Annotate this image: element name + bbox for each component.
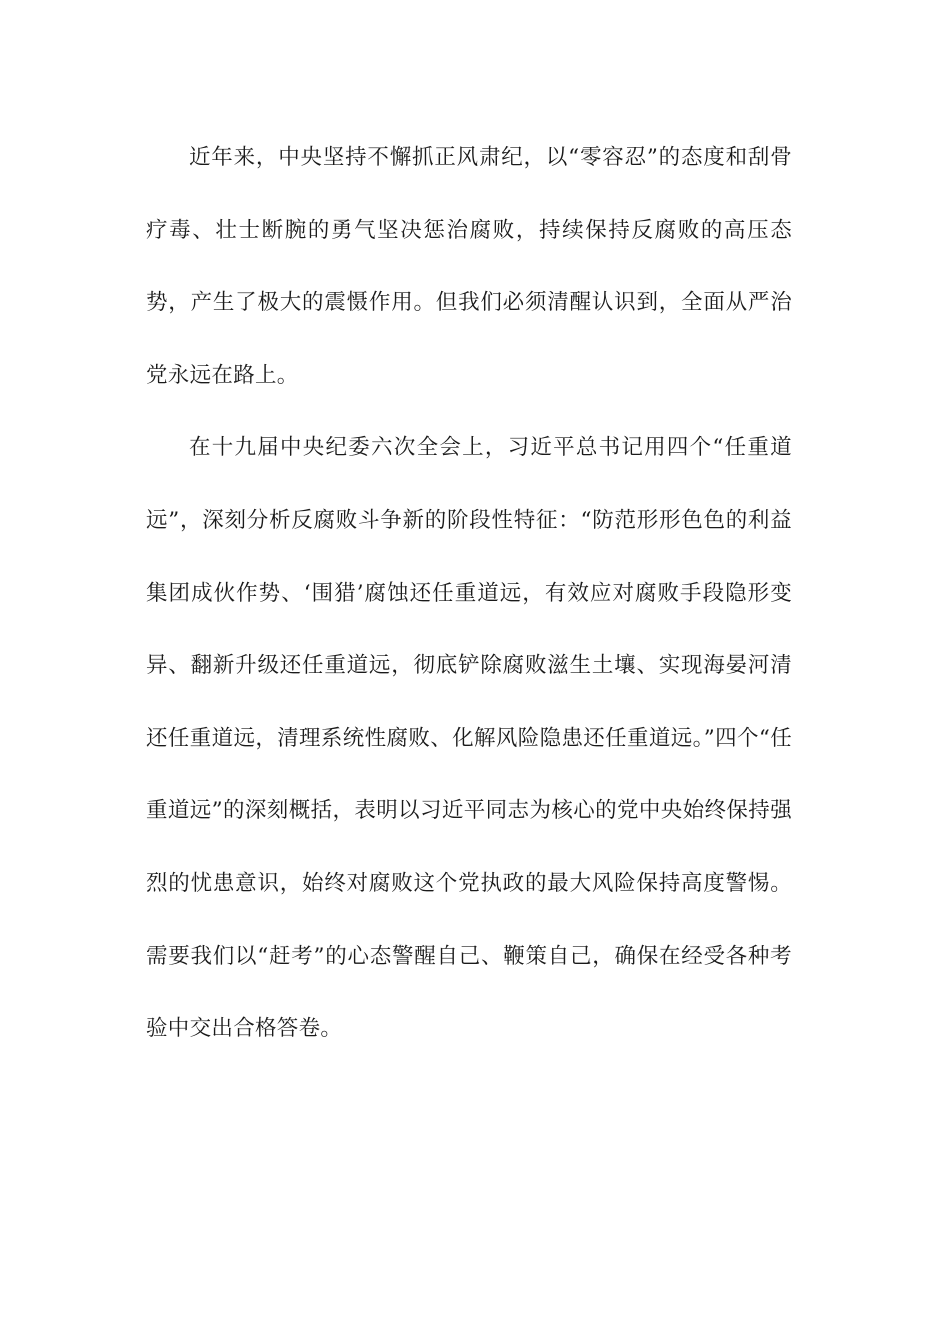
document-page: [146, 122, 792, 1066]
paragraph-1: 近年来，中央坚持不懈抓正风肃纪，以“零容忍”的态度和刮骨疗毒、壮士断腕的勇气坚决惩治腐败，持续保持反腐败的高压态势，产生了极大的震慑作用。但我们必须清醒认识到，全面从严治党永远在路上。: [146, 145, 792, 388]
paragraph-2: 在十九届中央纪委六次全会上，习近平总书记用四个“任重道远”，深刻分析反腐败斗争新的阶段性特征：“防范形形色色的利益集团成伙作势、‘围猎’腐蚀还任重道远，有效应对腐败手段隐形变异、翻新升级还任重道远，彻底铲除腐败滋生土壤、实现海晏河清还任重道远，清理系统性腐败、化解风险隐患还任重道远。”四个“任重道远”的深刻概括，表明以习近平同志为核心的党中央始终保持强烈的忧患意识，始终对腐败这个党执政的最大风险保持高度警惕。需要我们以“赶考”的心态警醒自己、鞭策自己，确保在经受各种考验中交出合格答卷。: [146, 435, 792, 1042]
